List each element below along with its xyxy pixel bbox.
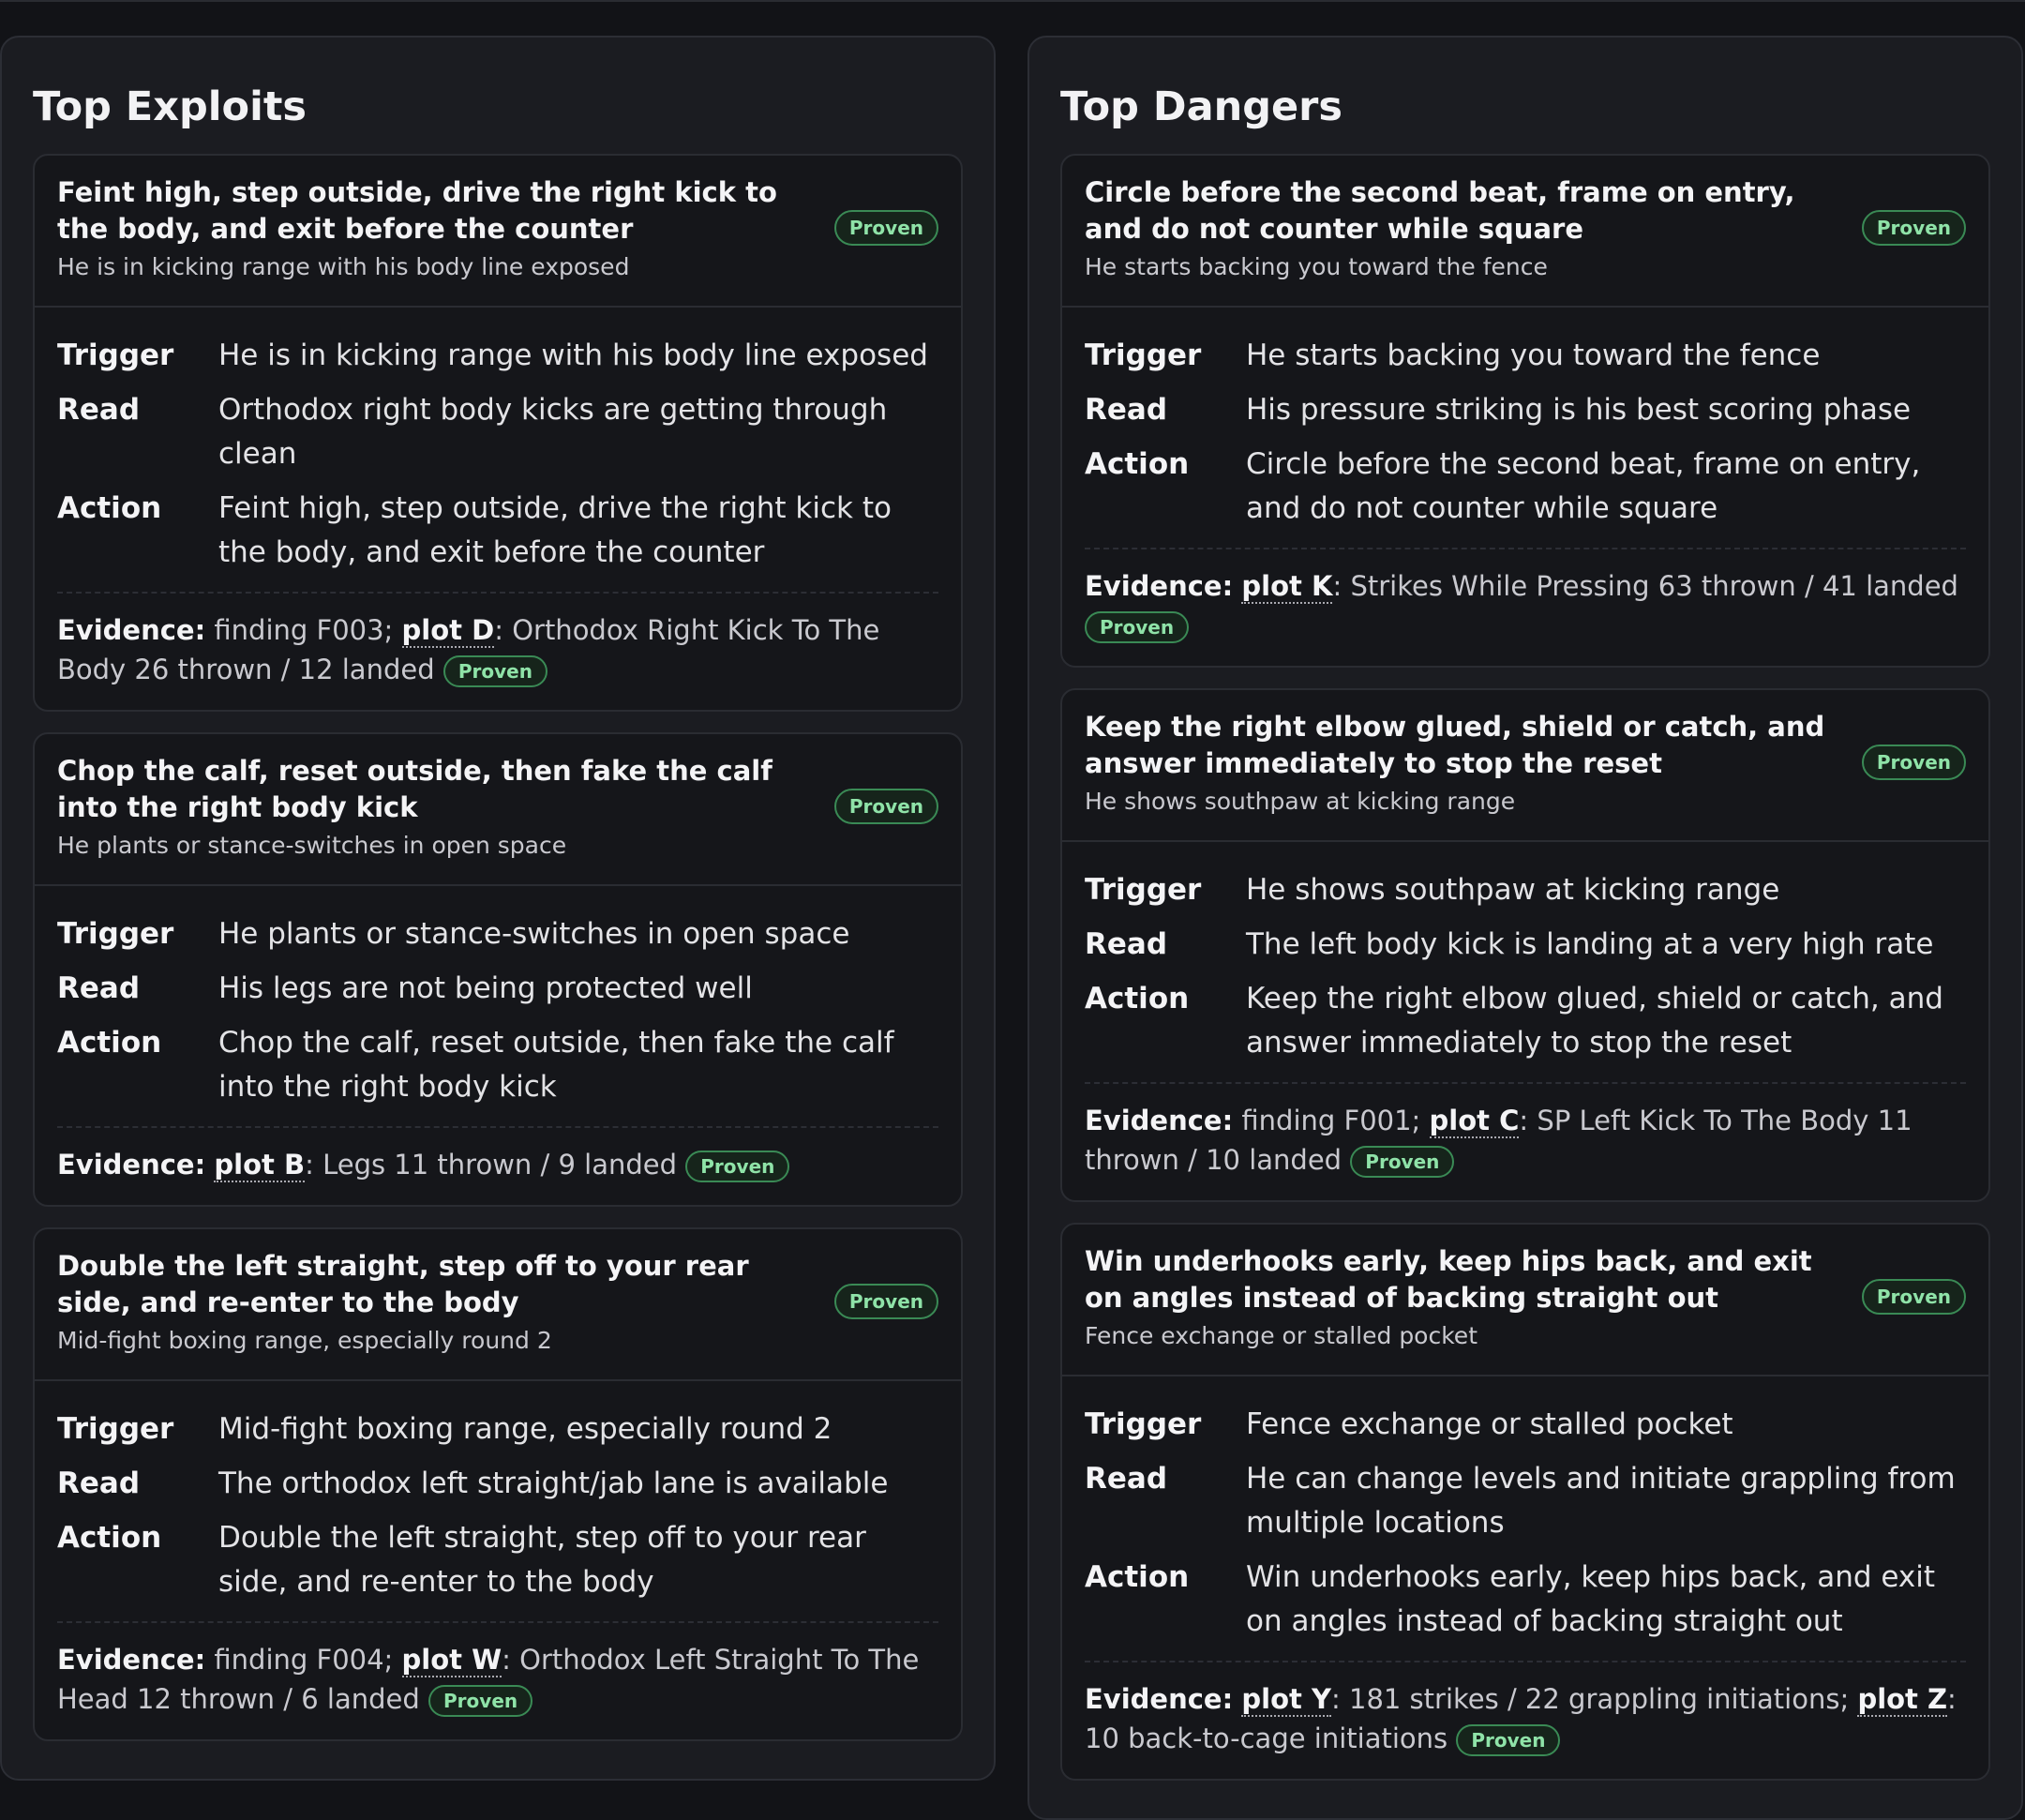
action-text: Circle before the second beat, frame on entry, and do not counter while square [1246, 447, 1921, 525]
plot-link[interactable]: plot D [401, 614, 495, 646]
card-subtitle: He plants or stance-switches in open space [57, 832, 567, 859]
card-header[interactable] [35, 734, 961, 886]
read-text: His legs are not being protected well [218, 971, 753, 1005]
action-row [1085, 443, 1966, 531]
action-row [57, 1021, 938, 1109]
trigger-label: Trigger [57, 338, 174, 372]
evidence-line [57, 592, 938, 689]
evidence-text: : Orthodox Left Straight To The Head 12 thrown / 6 landed [57, 1644, 920, 1715]
read-text: His pressure striking is his best scoring phase [1246, 393, 1912, 427]
card-header[interactable] [35, 156, 961, 308]
read-row [57, 1462, 938, 1506]
action-row [1085, 1556, 1966, 1644]
card-body [1062, 1376, 1988, 1779]
trigger-label: Trigger [1085, 873, 1202, 907]
action-row [1085, 977, 1966, 1065]
card-title: Circle before the second beat, frame on entry, and do not counter while square [1085, 176, 1795, 245]
evidence-label: Evidence: [1085, 570, 1234, 602]
plot-link[interactable]: plot B [214, 1149, 306, 1181]
danger-card[interactable] [1060, 1223, 1990, 1781]
card-subtitle: Mid-fight boxing range, especially round 2 [57, 1327, 552, 1354]
evidence-text: : Legs 11 thrown / 9 landed [305, 1149, 678, 1181]
proven-badge: Proven [834, 210, 938, 246]
trigger-text: He starts backing you toward the fence [1246, 338, 1821, 372]
proven-badge: Proven [834, 789, 938, 824]
plot-link[interactable]: plot Y [1241, 1683, 1331, 1715]
action-text: Keep the right elbow glued, shield or catch, and answer immediately to stop the reset [1246, 982, 1943, 1060]
evidence-line [57, 1126, 938, 1184]
trigger-row [57, 912, 938, 956]
read-text: He can change levels and initiate grappling from multiple locations [1246, 1462, 1956, 1540]
card-subtitle: Fence exchange or stalled pocket [1085, 1322, 1478, 1349]
proven-badge: Proven [1862, 745, 1966, 780]
plot-link[interactable]: plot W [401, 1644, 502, 1676]
card-subtitle: He starts backing you toward the fence [1085, 253, 1548, 280]
evidence-badge: Proven [1085, 611, 1189, 643]
proven-badge: Proven [1862, 1279, 1966, 1315]
read-label: Read [57, 1467, 141, 1500]
trigger-row [1085, 868, 1966, 912]
trigger-label: Trigger [1085, 338, 1202, 372]
card-subtitle: He is in kicking range with his body line exposed [57, 253, 630, 280]
card-header[interactable] [1062, 690, 1988, 842]
evidence-label: Evidence: [57, 1149, 206, 1181]
dangers-panel [1028, 36, 2023, 1820]
read-text: The left body kick is landing at a very high rate [1246, 927, 1934, 961]
exploits-title: Top Exploits [33, 83, 307, 130]
evidence-text: : Orthodox Right Kick To The Body 26 thrown / 12 landed [57, 614, 880, 685]
action-label: Action [1085, 447, 1190, 481]
read-label: Read [57, 393, 141, 427]
trigger-text: He shows southpaw at kicking range [1246, 873, 1780, 907]
action-text: Double the left straight, step off to your rear side, and re-enter to the body [218, 1521, 866, 1599]
trigger-text: He is in kicking range with his body line exposed [218, 338, 928, 372]
trigger-row [57, 334, 938, 378]
top-border [0, 0, 2025, 2]
card-header[interactable] [1062, 156, 1988, 308]
card-body [35, 886, 961, 1205]
trigger-row [57, 1407, 938, 1451]
evidence-line [1085, 1082, 1966, 1180]
read-label: Read [1085, 1462, 1168, 1496]
evidence-label: Evidence: [1085, 1683, 1234, 1715]
evidence-label: Evidence: [1085, 1105, 1234, 1136]
exploit-card[interactable] [33, 732, 963, 1207]
read-text: The orthodox left straight/jab lane is available [218, 1467, 889, 1500]
evidence-text: : 181 strikes / 22 grappling initiations; [1331, 1683, 1850, 1715]
evidence-badge: Proven [685, 1151, 789, 1182]
dangers-title: Top Dangers [1060, 83, 1342, 130]
evidence-line [57, 1621, 938, 1719]
card-title: Win underhooks early, keep hips back, and exit on angles instead of backing straight out [1085, 1245, 1812, 1314]
evidence-badge: Proven [1350, 1146, 1454, 1178]
trigger-row [1085, 1403, 1966, 1447]
action-label: Action [57, 1026, 162, 1060]
plot-link[interactable]: plot Z [1857, 1683, 1948, 1715]
action-label: Action [1085, 982, 1190, 1015]
evidence-badge: Proven [443, 655, 548, 687]
evidence-badge: Proven [428, 1685, 532, 1717]
evidence-label: Evidence: [57, 1644, 206, 1676]
evidence-label: Evidence: [57, 614, 206, 646]
action-text: Feint high, step outside, drive the right kick to the body, and exit before the counter [218, 491, 892, 569]
card-title: Double the left straight, step off to your rear side, and re-enter to the body [57, 1250, 749, 1318]
card-header[interactable] [1062, 1225, 1988, 1376]
exploit-card[interactable] [33, 154, 963, 712]
read-row [57, 388, 938, 476]
evidence-line [1085, 548, 1966, 645]
read-label: Read [1085, 393, 1168, 427]
evidence-finding: finding F004; [214, 1644, 394, 1676]
read-row [57, 967, 938, 1011]
trigger-label: Trigger [1085, 1407, 1202, 1441]
danger-card[interactable] [1060, 154, 1990, 668]
evidence-text: : 10 back-to-cage initiations [1085, 1683, 1957, 1754]
trigger-label: Trigger [57, 917, 174, 951]
read-row [1085, 1457, 1966, 1545]
card-title: Feint high, step outside, drive the right kick to the body, and exit before the counter [57, 176, 777, 245]
danger-card[interactable] [1060, 688, 1990, 1202]
card-body [1062, 308, 1988, 666]
read-label: Read [1085, 927, 1168, 961]
exploits-panel [0, 36, 996, 1781]
trigger-label: Trigger [57, 1412, 174, 1446]
card-body [35, 308, 961, 710]
card-body [1062, 842, 1988, 1200]
evidence-text: : SP Left Kick To The Body 11 thrown / 10 landed [1085, 1105, 1912, 1176]
card-title: Chop the calf, reset outside, then fake the calf into the right body kick [57, 755, 772, 823]
evidence-badge: Proven [1456, 1724, 1560, 1756]
action-label: Action [57, 1521, 162, 1555]
plot-link[interactable]: plot K [1241, 570, 1333, 602]
trigger-text: Fence exchange or stalled pocket [1246, 1407, 1733, 1441]
action-row [57, 487, 938, 575]
card-title: Keep the right elbow glued, shield or catch, and answer immediately to stop the reset [1085, 711, 1825, 779]
read-label: Read [57, 971, 141, 1005]
action-row [57, 1516, 938, 1604]
evidence-text: : Strikes While Pressing 63 thrown / 41 landed [1332, 570, 1958, 602]
action-text: Chop the calf, reset outside, then fake the calf into the right body kick [218, 1026, 894, 1104]
action-text: Win underhooks early, keep hips back, and exit on angles instead of backing straight out [1246, 1560, 1936, 1638]
evidence-finding: finding F001; [1241, 1105, 1421, 1136]
exploit-card[interactable] [33, 1227, 963, 1741]
evidence-finding: finding F003; [214, 614, 394, 646]
evidence-line [1085, 1661, 1966, 1758]
trigger-text: Mid-fight boxing range, especially round 2 [218, 1412, 832, 1446]
card-subtitle: He shows southpaw at kicking range [1085, 788, 1516, 815]
proven-badge: Proven [834, 1284, 938, 1319]
action-label: Action [1085, 1560, 1190, 1594]
trigger-row [1085, 334, 1966, 378]
read-row [1085, 388, 1966, 432]
card-body [35, 1381, 961, 1739]
read-row [1085, 923, 1966, 967]
proven-badge: Proven [1862, 210, 1966, 246]
trigger-text: He plants or stance-switches in open space [218, 917, 850, 951]
action-label: Action [57, 491, 162, 525]
read-text: Orthodox right body kicks are getting through clean [218, 393, 888, 471]
plot-link[interactable]: plot C [1429, 1105, 1520, 1136]
card-header[interactable] [35, 1229, 961, 1381]
